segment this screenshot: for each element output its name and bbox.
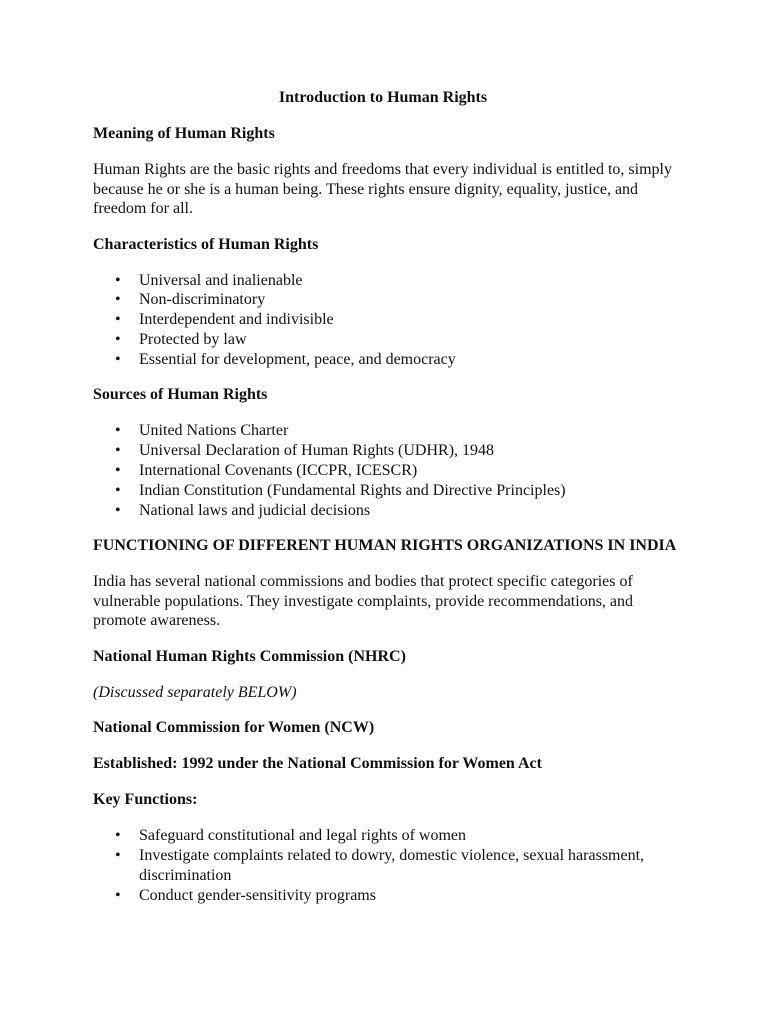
sources-list [93,421,683,520]
ncw-heading: National Commission for Women (NCW) [93,719,375,737]
ncw-established: Established: 1992 under the National Commission for Women Act [93,755,542,773]
list-item [93,290,683,310]
list-item [93,501,683,521]
list-item [93,826,683,846]
list-item [93,846,683,886]
bullet-icon: • [115,462,121,480]
list-item-text: National laws and judicial decisions [139,501,371,519]
bullet-icon: • [115,501,121,519]
bullet-icon: • [115,886,121,904]
meaning-paragraph: Human Rights are the basic rights and freedoms that every individual is entitled to, simply because he or she is a human being. These rights ensure dignity, equality, justice, and freedom for all. [93,161,672,217]
list-item-text: International Covenants (ICCPR, ICESCR) [139,462,418,480]
list-item [93,421,683,441]
list-item-text: Safeguard constitutional and legal rights of women [139,827,467,845]
list-item [93,886,683,906]
list-item [93,481,683,501]
list-item-text: Protected by law [139,330,247,348]
list-item-text: Non-discriminatory [139,291,266,309]
ncw-functions-list [93,826,683,905]
list-item-text: Essential for development, peace, and democracy [139,350,456,368]
functioning-heading: FUNCTIONING OF DIFFERENT HUMAN RIGHTS ORGANIZATIONS IN INDIA [93,537,677,555]
list-item [93,271,683,291]
key-functions-heading: Key Functions: [93,791,198,809]
nhrc-heading: National Human Rights Commission (NHRC) [93,647,406,665]
list-item [93,330,683,350]
list-item-text: Universal Declaration of Human Rights (UDHR), 1948 [139,442,495,460]
list-item-text: Universal and inalienable [139,271,303,289]
list-item [93,310,683,330]
functioning-paragraph: India has several national commissions and bodies that protect specific categories of vulnerable populations. They investigate complaints, provide recommendations, and promote awareness. [93,573,634,630]
characteristics-heading: Characteristics of Human Rights [93,235,319,253]
bullet-icon: • [115,827,121,845]
list-item [93,441,683,461]
bullet-icon: • [115,271,121,289]
nhrc-note: (Discussed separately BELOW) [93,683,297,701]
bullet-icon: • [115,422,121,440]
bullet-icon: • [115,291,121,309]
list-item-text: United Nations Charter [139,422,289,440]
sources-heading: Sources of Human Rights [93,386,268,404]
bullet-icon: • [115,442,121,460]
meaning-heading: Meaning of Human Rights [93,125,275,142]
bullet-icon: • [115,350,121,368]
list-item-text: Indian Constitution (Fundamental Rights and Directive Principles) [139,481,566,499]
list-item-text: Investigate complaints related to dowry, domestic violence, sexual harassment, discrimination [139,847,645,885]
bullet-icon: • [115,311,121,329]
list-item-text: Interdependent and indivisible [139,311,334,329]
list-item [93,461,683,481]
list-item [93,350,683,370]
characteristics-list [93,271,683,370]
bullet-icon: • [115,481,121,499]
bullet-icon: • [115,330,121,348]
document-body [93,88,683,922]
bullet-icon: • [115,847,121,865]
list-item-text: Conduct gender-sensitivity programs [139,886,376,904]
document-title: Introduction to Human Rights [278,89,488,106]
